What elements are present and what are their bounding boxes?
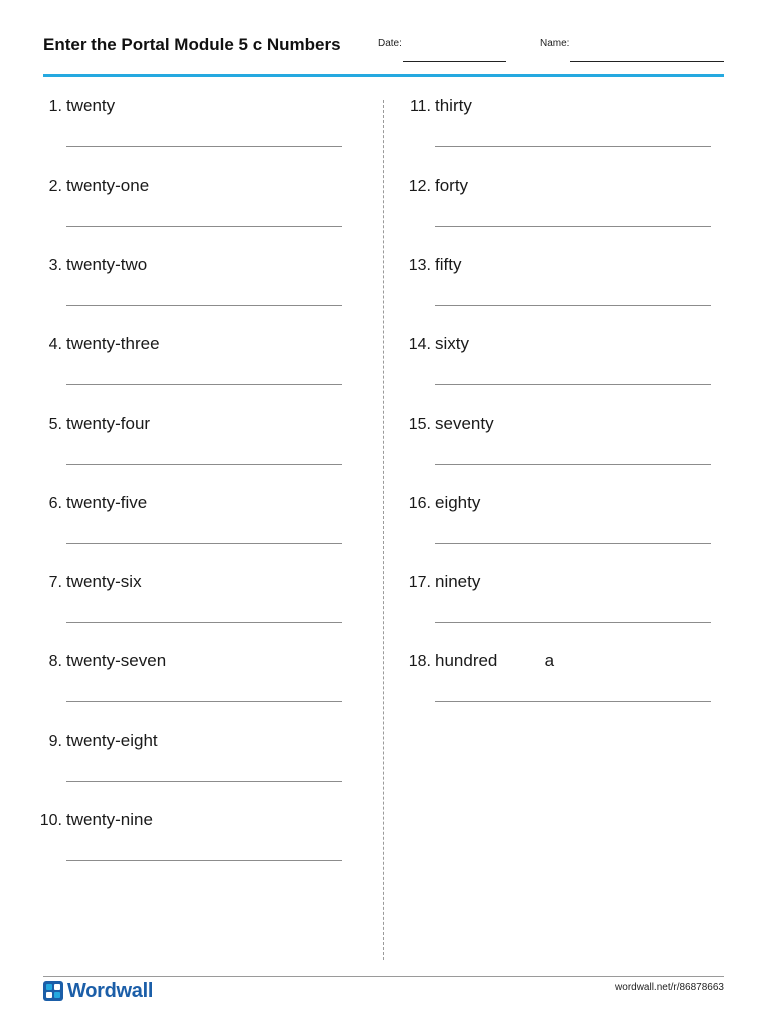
answer-line[interactable] — [435, 305, 711, 306]
question-word: sixty — [435, 334, 469, 353]
question-number: 8. — [48, 653, 62, 670]
answer-line[interactable] — [435, 226, 711, 227]
answer-line[interactable] — [435, 622, 711, 623]
question-number: 12. — [408, 178, 431, 195]
footer-divider — [43, 976, 724, 977]
brand-name: Wordwall — [67, 980, 154, 1002]
date-field[interactable] — [403, 61, 506, 62]
answer-line[interactable] — [66, 781, 342, 782]
name-label: Name: — [540, 38, 570, 49]
question-word: twenty-eight — [66, 731, 158, 750]
question-number: 18. — [408, 653, 431, 670]
question-word: fifty — [435, 255, 462, 274]
question-number: 1. — [48, 98, 62, 115]
question-number: 13. — [408, 257, 431, 274]
question-word: twenty — [66, 96, 116, 115]
name-field[interactable] — [570, 61, 724, 62]
answer-line[interactable] — [66, 146, 342, 147]
answer-line[interactable] — [66, 384, 342, 385]
question-number: 14. — [408, 336, 431, 353]
answer-line[interactable] — [66, 464, 342, 465]
page-title: Enter the Portal Module 5 c Numbers — [43, 35, 341, 54]
footer-url[interactable]: wordwall.net/r/86878663 — [615, 982, 724, 993]
answer-line[interactable] — [66, 622, 342, 623]
question-word: eighty — [435, 493, 481, 512]
answer-line[interactable] — [66, 701, 342, 702]
question-word: seventy — [435, 414, 494, 433]
question-number: 15. — [408, 416, 431, 433]
question-word: twenty-two — [66, 255, 148, 274]
wordwall-logo-icon — [43, 981, 63, 1001]
question-number: 4. — [48, 336, 62, 353]
header-divider — [43, 74, 724, 77]
question-word: twenty-five — [66, 493, 148, 512]
question-number: 17. — [408, 574, 431, 591]
date-label: Date: — [378, 38, 402, 49]
question-number: 7. — [48, 574, 62, 591]
answer-line[interactable] — [66, 860, 342, 861]
answer-line[interactable] — [66, 543, 342, 544]
answer-line[interactable] — [435, 543, 711, 544]
question-word: ninety — [435, 572, 481, 591]
question-word: twenty-one — [66, 176, 150, 195]
question-word: forty — [435, 176, 469, 195]
answer-line[interactable] — [66, 226, 342, 227]
answer-line[interactable] — [66, 305, 342, 306]
question-word: twenty-nine — [66, 810, 153, 829]
answer-line[interactable] — [435, 146, 711, 147]
question-number: 2. — [48, 178, 62, 195]
question-word: twenty-four — [66, 414, 151, 433]
answer-line[interactable] — [435, 464, 711, 465]
question-word: twenty-six — [66, 572, 142, 591]
question-word: hundred a — [435, 651, 555, 670]
question-word: twenty-three — [66, 334, 160, 353]
question-number: 11. — [409, 98, 431, 115]
question-word: twenty-seven — [66, 651, 167, 670]
answer-line[interactable] — [435, 701, 711, 702]
question-word: thirty — [435, 96, 472, 115]
question-number: 5. — [48, 416, 62, 433]
column-divider — [383, 100, 384, 960]
question-number: 9. — [48, 733, 62, 750]
question-number: 16. — [408, 495, 431, 512]
answer-line[interactable] — [435, 384, 711, 385]
question-number: 6. — [48, 495, 62, 512]
question-number: 3. — [48, 257, 62, 274]
question-number: 10. — [39, 812, 62, 829]
